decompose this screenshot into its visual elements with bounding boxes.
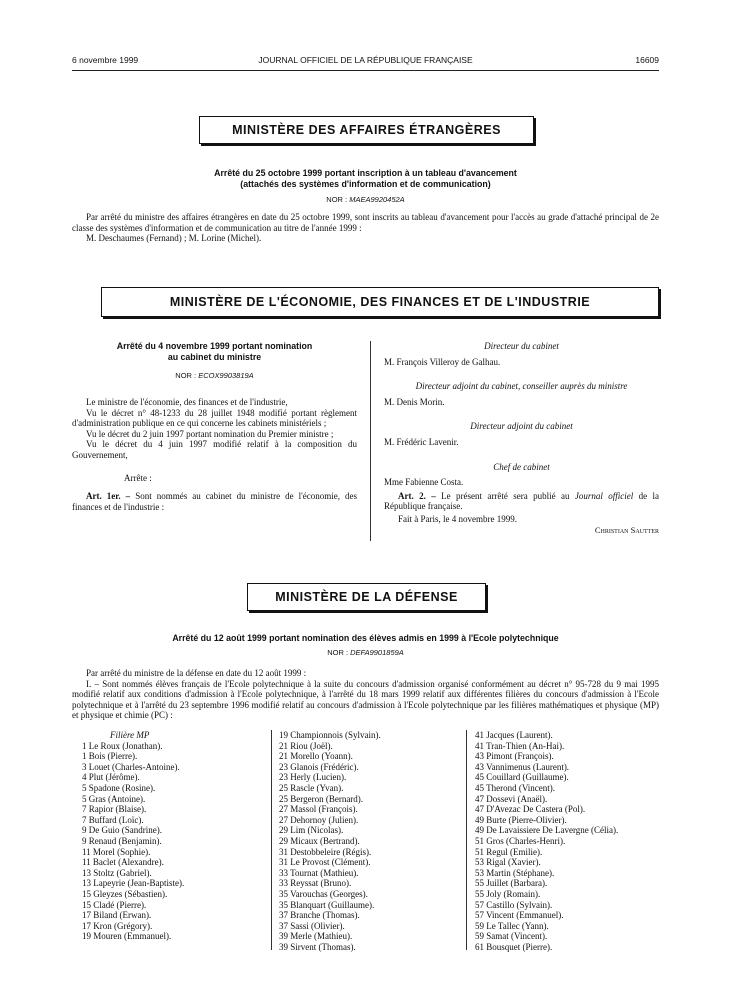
list-item: 55 Joly (Romain). [475,888,541,899]
list-item: 51 Regul (Emilie). [475,846,543,857]
list-item: 59 Le Tallec (Yann). [475,920,549,931]
list-item: 35 Blanquart (Guillaume). [279,899,375,910]
list-item: 57 Vincent (Emmanuel). [475,910,564,921]
list-item: 5 Spadone (Rosine). [82,782,156,793]
list-item: 23 Herly (Lucien). [279,772,347,783]
list-item: 47 D'Avezac De Castera (Pol). [475,804,586,815]
list-item: 17 Biland (Erwan). [82,910,152,921]
list-item: 31 Destobbeleire (Régis). [279,846,372,857]
arrete-title [72,341,357,362]
list-item: 11 Baclet (Alexandre). [82,857,164,868]
list-item: 25 Rascle (Yvan). [279,782,344,793]
header-date: 6 novembre 1999 [72,55,139,65]
list-column-1 [82,730,262,942]
nor-code: DEFA9901859A [350,648,404,657]
visa-1: Vu le décret n° 48-1233 du 28 juillet 1948 modifié portant règlement d'administration publique en ce qui concerne les cabinets ministériels ; [72,407,357,429]
column-divider [370,341,371,541]
list-column-3 [475,730,665,952]
list-item: 39 Sirvent (Thomas). [279,941,356,952]
list-item: 17 Kron (Grégory). [82,920,153,931]
minister-line: Le ministre de l'économie, des finances et de l'industrie, [86,397,288,407]
list-item: 4 Plut (Jérôme). [82,772,140,783]
list-item: 21 Riou (Joël). [279,740,333,751]
ministry-title: MINISTÈRE DE L'ÉCONOMIE, DES FINANCES ET DE L'INDUSTRIE [169,295,591,309]
journal-title: JOURNAL OFFICIEL DE LA RÉPUBLIQUE FRANÇAISE [258,55,473,65]
ministry-title: MINISTÈRE DES AFFAIRES ÉTRANGÈRES [232,123,501,137]
arrete-title [100,168,631,189]
list-item: 37 Sassi (Olivier). [279,920,345,931]
column-divider [271,730,272,950]
list-item: 37 Branche (Thomas). [279,910,360,921]
page-number: 16609 [635,55,659,65]
list-item: 7 Rapior (Blaise). [82,804,147,815]
name-list-3 [475,730,665,952]
name-chef-cabinet: Mme Fabienne Costa. [384,477,464,488]
list-item: 19 Mouren (Emmanuel). [82,931,172,942]
list-item: 41 Jacques (Laurent). [475,730,553,740]
list-item: 47 Dossevi (Anaël). [475,793,548,804]
list-item: 33 Reyssat (Bruno). [279,878,352,889]
list-item: 25 Bergeron (Bernard). [279,793,364,804]
nor-reference [72,648,659,657]
list-item: 1 Bois (Pierre). [82,751,138,762]
list-item: 49 Burte (Pierre-Olivier). [475,814,567,825]
ministry-box-affaires-etrangeres [199,116,534,144]
nor-code: ECOX9903819A [198,371,254,380]
filiere-heading: Filière MP [110,730,150,740]
list-item: 3 Louet (Charles-Antoine). [82,761,180,772]
list-item: 13 Stoltz (Gabriel). [82,867,152,878]
name-directeur-cabinet: M. François Villeroy de Galhau. [384,356,501,367]
list-item: 55 Juillet (Barbara). [475,878,548,889]
arrete-title-line1: Arrêté du 4 novembre 1999 portant nomination [116,341,313,351]
role-directeur-adjoint: Directeur adjoint du cabinet [470,421,573,432]
left-column-body [72,397,357,512]
section-body [72,212,659,244]
list-item: 23 Glanois (Frédéric). [279,761,359,772]
list-item: 9 De Guio (Sandrine). [82,825,162,836]
visa-2: Vu le décret du 2 juin 1997 portant nomination du Premier ministre ; [86,428,334,439]
list-item: 49 De Lavaissiere De Lavergne (Célia). [475,825,619,836]
list-item: 43 Vannimenus (Laurent). [475,761,570,772]
name-list-1 [82,741,262,942]
list-item: 15 Gleyzes (Sébastien). [82,888,168,899]
list-item: 41 Tran-Thien (An-Hai). [475,740,565,751]
article-I-paragraph: I. – Sont nommés élèves français de l'Ecole polytechnique à la suite du concours d'admission organisé conformément au décret n° 95-728 du 9 mai 1995 modifié relatif aux conditions d'admission à l'Ecole polytechnique, à l'arrêté du 18 mars 1999 relatif aux différentes filières du concours d'admission à l'Ecole polytechnique et à l'arrêté du 23 septembre 1996 modifié relatif au concours d'admission à l'Ecole polytechnique par les filières mathématiques et physique (MP) et physique et chimie (PC) : [72,678,659,721]
list-item: 21 Morello (Yoann). [279,751,353,762]
article-1-label: Art. 1er. – [86,491,131,502]
list-item: 45 Couillard (Guillaume). [475,772,569,783]
role-directeur-cabinet: Directeur du cabinet [484,341,559,351]
names-paragraph: M. Deschaumes (Fernand) ; M. Lorine (Michel). [86,233,262,244]
list-item: 7 Buffard (Loïc). [82,814,144,825]
article-2-label: Art. 2. – [398,490,436,501]
nor-code: MAEA9920452A [349,195,405,204]
signature: Christian Sautter [594,524,659,535]
list-item: 29 Lim (Nicolas). [279,825,344,836]
arrete-title: Arrêté du 12 août 1999 portant nomination des élèves admis en 1999 à l'Ecole polytechnique [172,633,559,643]
right-column-body [384,341,659,535]
ministry-box-defense [247,583,486,611]
list-item: 33 Tournat (Mathieu). [279,867,359,878]
list-item: 45 Therond (Vincent). [475,782,556,793]
list-item: 27 Dehornoy (Julien). [279,814,359,825]
article-1 [72,491,357,512]
list-item: 59 Samat (Vincent). [475,931,548,942]
nor-reference [100,195,631,204]
arrete-word: Arrête : [124,472,152,483]
nor-label: NOR : [326,195,348,204]
list-item: 53 Rigal (Xavier). [475,857,541,868]
list-item: 15 Cladé (Pierre). [82,899,147,910]
list-item: 61 Bousquet (Pierre). [475,941,553,952]
list-item: 43 Pimont (François). [475,751,554,762]
arrete-title-line1: Arrêté du 25 octobre 1999 portant inscription à un tableau d'avancement [214,168,517,178]
name-list-2 [279,730,459,952]
article-2: Art. 2. – Le présent arrêté sera publié au Journal officiel de la République française. [384,490,660,512]
name-directeur-adjoint-conseiller: M. Denis Morin. [384,396,445,407]
list-item: 53 Martin (Stéphane). [475,867,555,878]
nor-label: NOR : [327,648,349,657]
list-item: 35 Varouchas (Georges). [279,888,368,899]
body-paragraph: Par arrêté du ministre des affaires étrangères en date du 25 octobre 1999, sont inscrits au tableau d'avancement pour l'accès au grade d'attaché principal de 2e classe des systèmes d'information et de communication au titre de l'année 1999 : [72,212,659,233]
ministry-title: MINISTÈRE DE LA DÉFENSE [275,590,458,604]
list-item: 51 Gros (Charles-Henri). [475,835,566,846]
list-item: 39 Merle (Mathieu). [279,931,353,942]
fait-a-paris: Fait à Paris, le 4 novembre 1999. [398,513,517,524]
list-item: 9 Renaud (Benjamin). [82,835,162,846]
list-item: 57 Castillo (Sylvain). [475,899,553,910]
intro-paragraph: Par arrêté du ministre de la défense en date du 12 août 1999 : [86,668,307,678]
nor-label: NOR : [175,371,197,380]
list-item: 31 Le Provost (Clément). [279,857,371,868]
article-1-text: Sont nommés au cabinet du ministre de l'économie, des finances et de l'industrie : [72,491,358,512]
header-rule [72,70,659,71]
arrete-title-line2: (attachés des systèmes d'information et de communication) [240,178,491,189]
list-item: 13 Lapeyrie (Jean-Baptiste). [82,878,185,889]
section-body [72,668,659,721]
list-item: 27 Massol (François). [279,804,358,815]
list-item: 19 Championnois (Sylvain). [279,730,381,740]
list-item: 29 Micaux (Bertrand). [279,835,360,846]
list-item: 11 Morel (Sophie). [82,846,151,857]
nor-reference [72,371,357,380]
column-divider [466,730,467,950]
list-item: 1 Le Roux (Jonathan). [82,740,163,751]
visa-3: Vu le décret du 4 juin 1997 modifié relatif à la composition du Gouvernement, [72,439,357,460]
role-chef-cabinet: Chef de cabinet [493,461,550,472]
list-item: 5 Gras (Antoine). [82,793,146,804]
role-directeur-adjoint-conseiller: Directeur adjoint du cabinet, conseiller auprès du ministre [415,381,628,392]
journal-officiel-ref: Journal officiel [574,490,634,501]
ministry-box-economie [101,287,659,317]
list-column-2 [279,730,459,952]
arrete-title-line2: au cabinet du ministre [167,351,262,362]
name-directeur-adjoint: M. Frédéric Lavenir. [384,436,459,447]
